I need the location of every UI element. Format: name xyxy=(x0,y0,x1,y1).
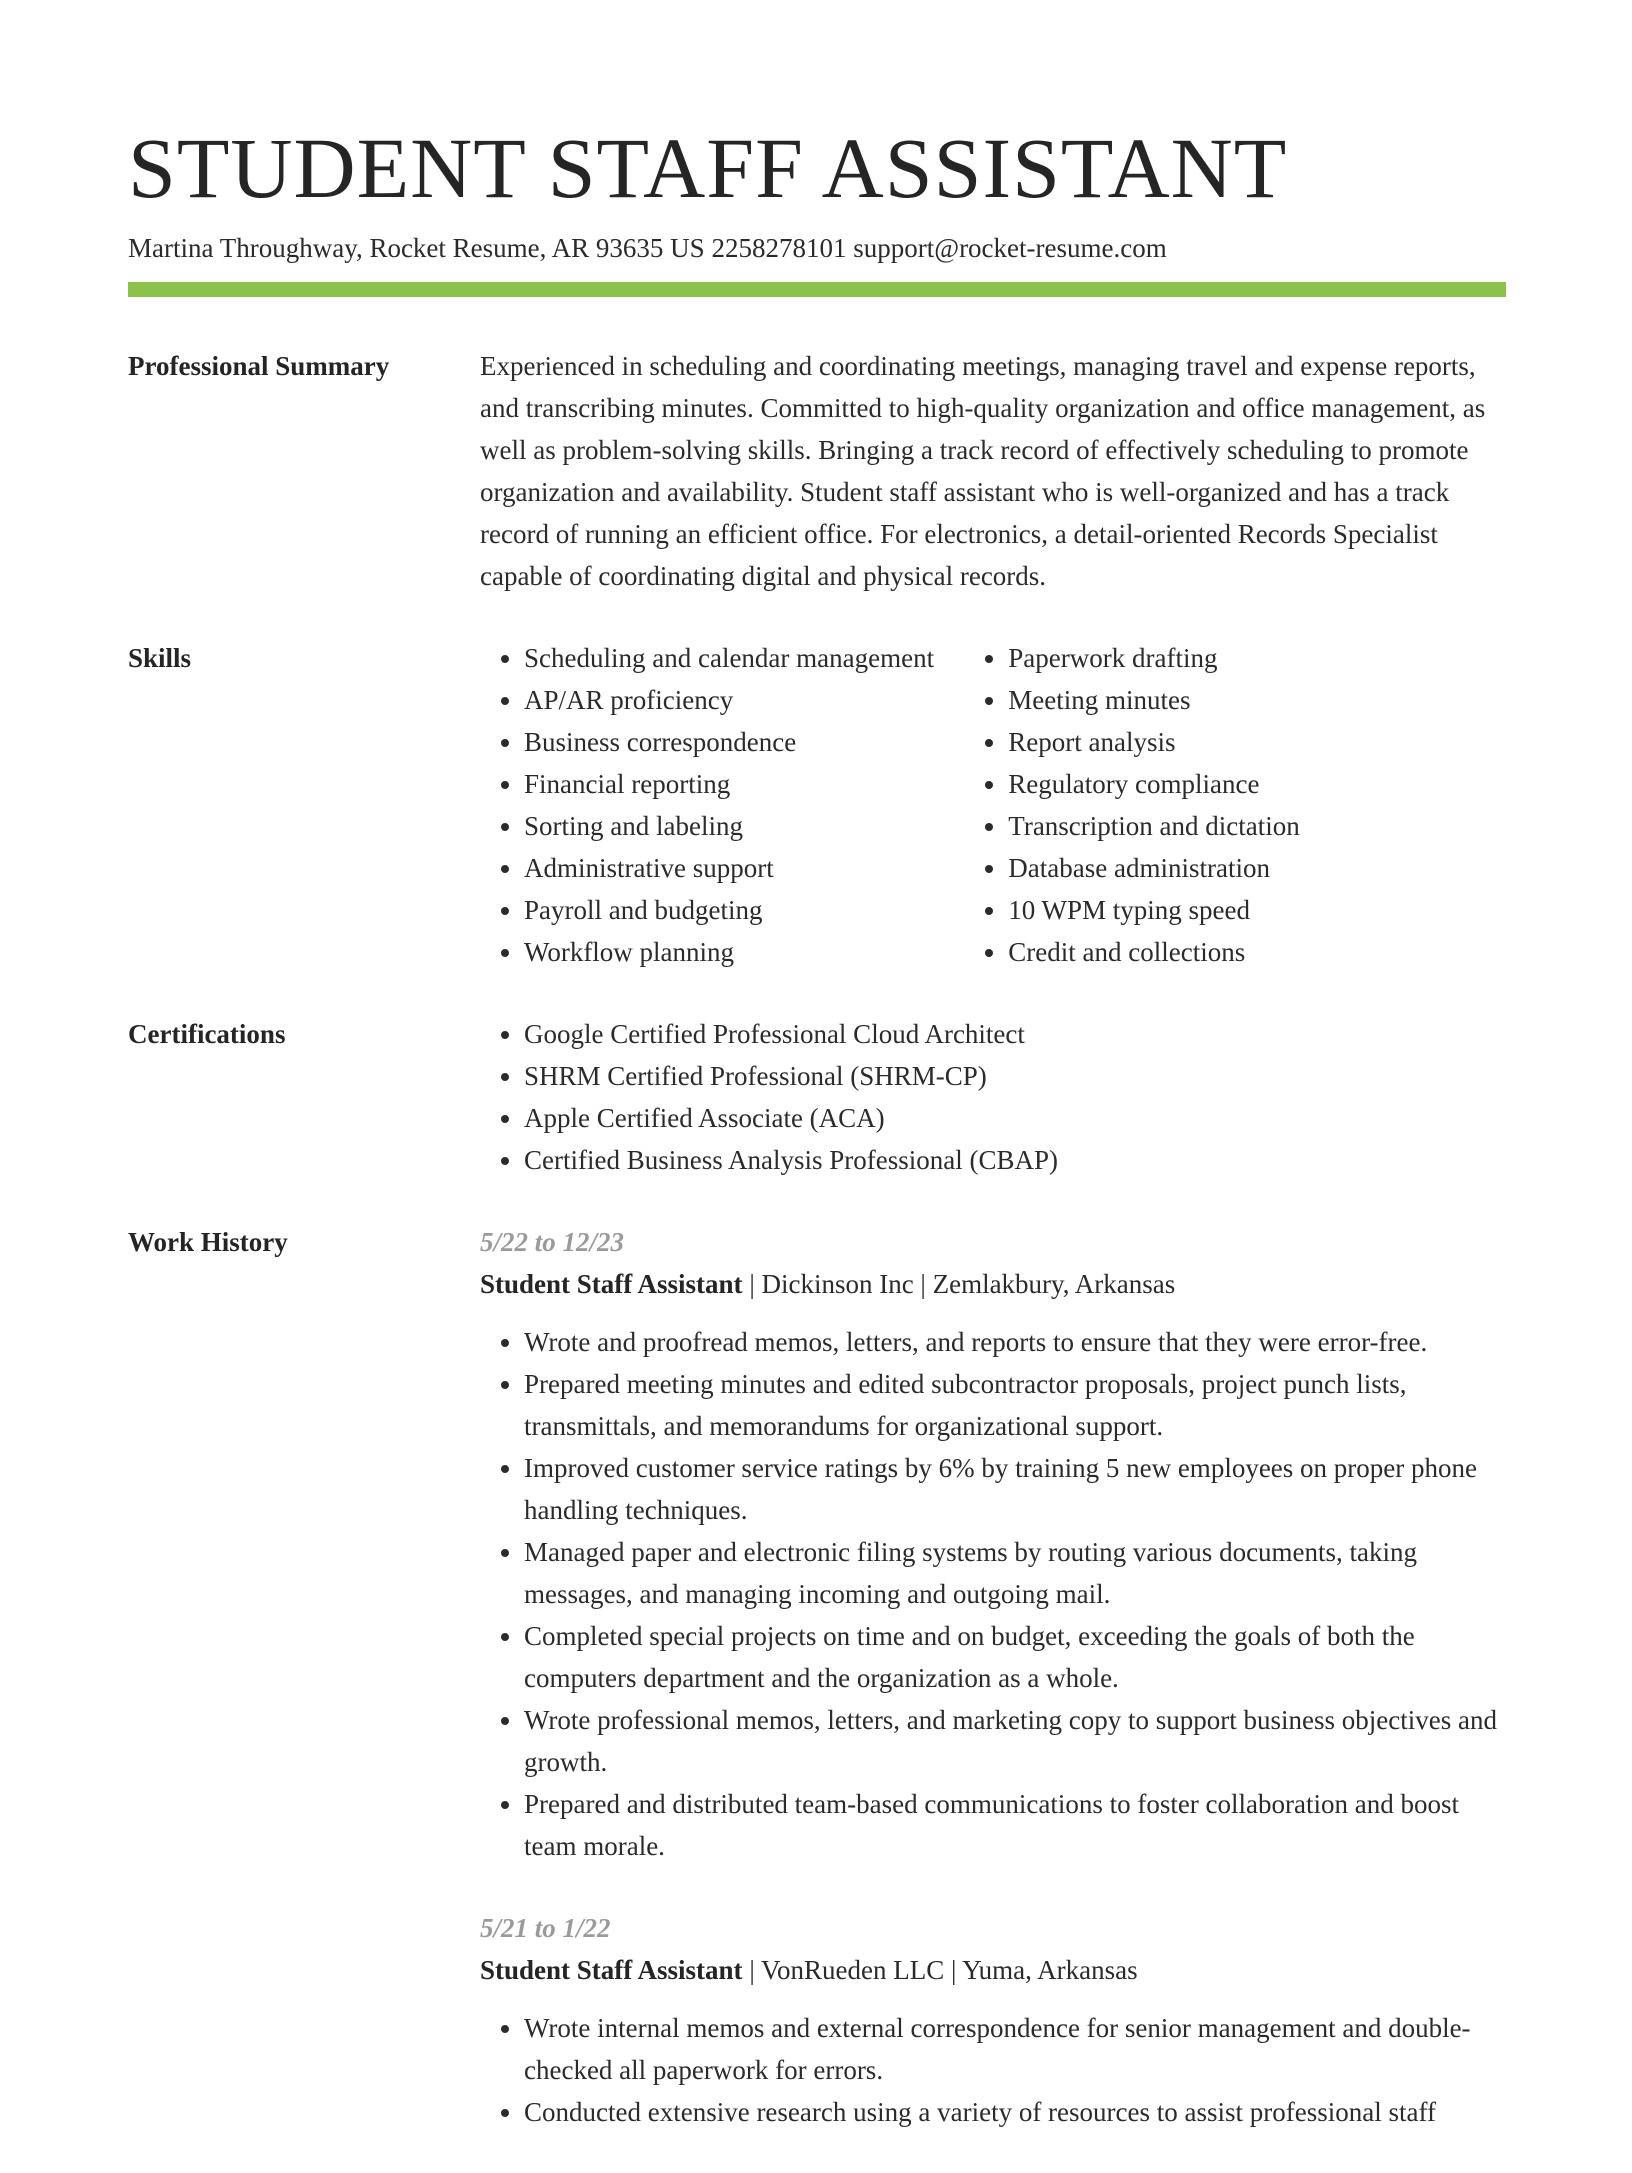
job-bullet: • Completed special projects on time and on budget, exceeding the goals of both the computers department and the organization as a whole. xyxy=(524,1615,1506,1699)
resume-page xyxy=(128,118,1506,2173)
job-bullet: • Wrote internal memos and external correspondence for senior management and double-checked all paperwork for errors. xyxy=(524,2007,1506,2091)
skill-item: • Meeting minutes xyxy=(1008,679,1506,721)
job-bullet: • Wrote and proofread memos, letters, and reports to ensure that they were error-free. xyxy=(524,1321,1506,1363)
skill-item: • Database administration xyxy=(1008,847,1506,889)
job-bullet: • Improved customer service ratings by 6% by training 5 new employees on proper phone handling techniques. xyxy=(524,1447,1506,1531)
skill-item: • Report analysis xyxy=(1008,721,1506,763)
job-dates: 5/22 to 12/23 xyxy=(480,1227,625,1257)
skill-item: • Transcription and dictation xyxy=(1008,805,1506,847)
skills-list-right xyxy=(964,637,1506,973)
summary-text: Experienced in scheduling and coordinating meetings, managing travel and expense reports, and transcribing minutes. Committed to high-quality organization and office management, as well as problem-solving skills. Bringing a track record of effectively scheduling to promote organization and availability. Student staff assistant who is well-organized and has a track record of running an efficient office. For electronics, a detail-oriented Records Specialist capable of coordinating digital and physical records. xyxy=(480,351,1486,591)
header-divider xyxy=(128,282,1506,297)
certifications-list xyxy=(480,1013,1506,1181)
certifications-section xyxy=(128,1013,1506,1181)
summary-section xyxy=(128,345,1506,597)
work-history-section xyxy=(128,1221,1506,2173)
work-history-label: Work History xyxy=(128,1227,288,1257)
certifications-label: Certifications xyxy=(128,1019,286,1049)
skill-item: • AP/AR proficiency xyxy=(524,679,964,721)
skill-item: • Administrative support xyxy=(524,847,964,889)
skill-item: • Regulatory compliance xyxy=(1008,763,1506,805)
job-title: Student Staff Assistant xyxy=(480,1269,743,1299)
skill-item: • Sorting and labeling xyxy=(524,805,964,847)
job-entry xyxy=(480,1907,1506,2133)
skill-item: • Paperwork drafting xyxy=(1008,637,1506,679)
contact-address: Martina Throughway, Rocket Resume, AR 93635 US xyxy=(128,233,705,263)
job-title: Student Staff Assistant xyxy=(480,1955,743,1985)
skill-item: • Scheduling and calendar management xyxy=(524,637,964,679)
job-heading xyxy=(480,1263,1506,1305)
job-bullet: • Prepared and distributed team-based communications to foster collaboration and boost team morale. xyxy=(524,1783,1506,1867)
job-bullets xyxy=(480,2007,1506,2133)
skills-section xyxy=(128,637,1506,973)
contact-phone: 2258278101 xyxy=(711,233,847,263)
certification-item: • Certified Business Analysis Professional (CBAP) xyxy=(524,1139,1506,1181)
job-bullet: • Managed paper and electronic filing systems by routing various documents, taking messages, and managing incoming and outgoing mail. xyxy=(524,1531,1506,1615)
job-dates: 5/21 to 1/22 xyxy=(480,1913,611,1943)
skill-item: • 10 WPM typing speed xyxy=(1008,889,1506,931)
job-bullets xyxy=(480,1321,1506,1867)
skill-item: • Credit and collections xyxy=(1008,931,1506,973)
certification-item: • Google Certified Professional Cloud Architect xyxy=(524,1013,1506,1055)
skills-label: Skills xyxy=(128,643,192,673)
job-bullet: • Conducted extensive research using a variety of resources to assist professional staff xyxy=(524,2091,1506,2133)
skill-item: • Financial reporting xyxy=(524,763,964,805)
summary-label: Professional Summary xyxy=(128,351,390,381)
resume-title: STUDENT STAFF ASSISTANT xyxy=(128,120,1288,216)
skills-list-left xyxy=(480,637,964,973)
job-employer-location: | Dickinson Inc | Zemlakbury, Arkansas xyxy=(742,1269,1176,1299)
certification-item: • SHRM Certified Professional (SHRM-CP) xyxy=(524,1055,1506,1097)
skill-item: • Payroll and budgeting xyxy=(524,889,964,931)
job-heading xyxy=(480,1949,1506,1991)
job-bullet: • Wrote professional memos, letters, and marketing copy to support business objectives and growth. xyxy=(524,1699,1506,1783)
contact-email[interactable]: support@rocket-resume.com xyxy=(853,233,1167,263)
job-employer-location: | VonRueden LLC | Yuma, Arkansas xyxy=(742,1955,1138,1985)
job-bullet: • Prepared meeting minutes and edited subcontractor proposals, project punch lists, transmittals, and memorandums for organizational support. xyxy=(524,1363,1506,1447)
skill-item: • Workflow planning xyxy=(524,931,964,973)
skill-item: • Business correspondence xyxy=(524,721,964,763)
contact-line xyxy=(128,230,1506,266)
certification-item: • Apple Certified Associate (ACA) xyxy=(524,1097,1506,1139)
job-entry xyxy=(480,1221,1506,1867)
